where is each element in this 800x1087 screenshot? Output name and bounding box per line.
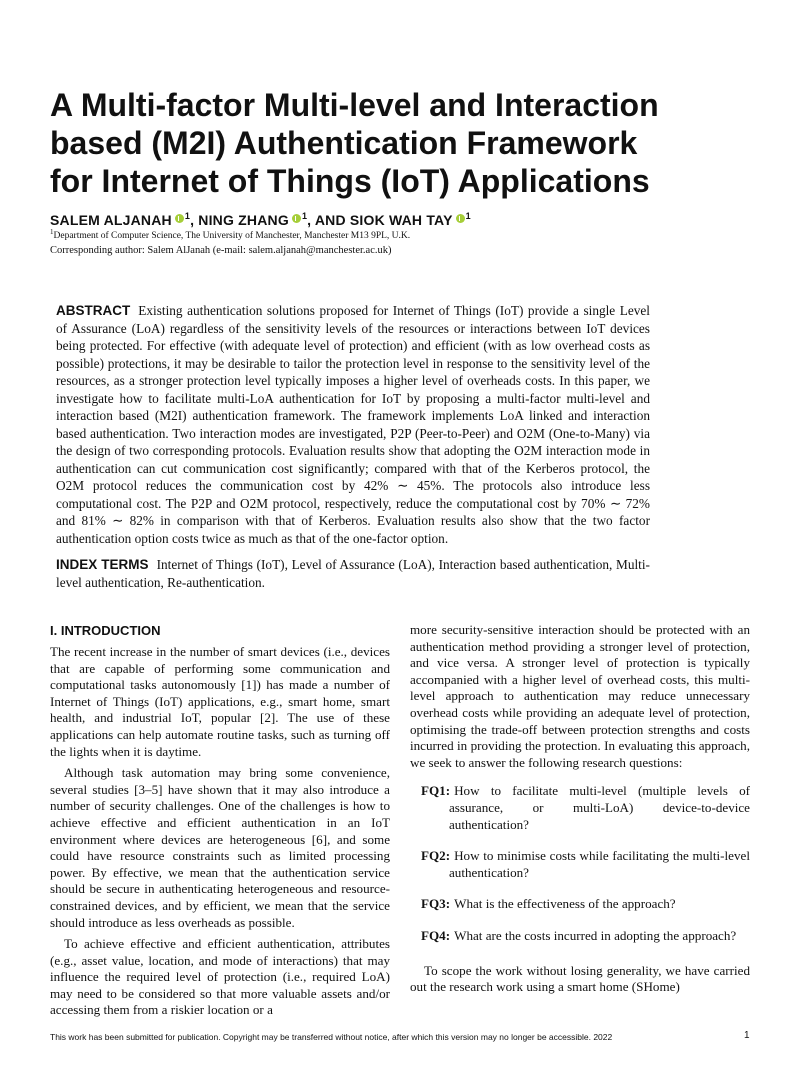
research-question [410,848,750,881]
index-terms-label: INDEX TERMS [56,557,149,572]
author-separator: , AND [307,212,350,228]
corresponding-author: Corresponding author: Salem AlJanah (e-mail: salem.aljanah@manchester.ac.uk) [50,245,392,256]
footer-notice: This work has been submitted for publication. Copyright may be transferred without notice, after which this version may no longer be accessible. 2022 [50,1032,613,1042]
research-question [410,896,750,913]
research-question-label: FQ2: [421,848,451,864]
abstract-text: Existing authentication solutions proposed for Internet of Things (IoT) provide a single Level of Assurance (LoA) regardless of the sensitivity levels of the resources or interactions between IoT devices being protected. For effective (with adequate level of protection) and efficient (with as low overhead costs as possible) protections, it may be desirable to tailor the protection level in response to the sensitivity level of the resources, as a stronger protection level typically imposes a higher level of overheads costs. In this paper, we investigate how to facilitate multi-LoA authentication for IoT by proposing a multi-factor multi-level and interaction based (M2I) authentication framework. The framework implements LoA linked and interaction based authentication. Two interaction modes are investigated, P2P (Peer-to-Peer) and O2M (One-to-Many) via the design of two corresponding protocols. Evaluation results show that adopting the O2M interaction mode in authentication can cut communication cost significantly; compared with that of the Kerberos protocol, the O2M protocol reduces the communication cost by 42% ∼ 45%. The protocols also introduce less computational cost. The P2P and O2M protocol, respectively, reduce the computational cost by 70% ∼ 72% and 81% ∼ 82% in comparison with that of Kerberos. Evaluation results also show that the two factor authentication option costs twice as much as that of the one-factor option. [56,303,650,546]
orcid-icon[interactable] [175,214,184,223]
research-question-label: FQ1: [421,783,451,799]
left-column [50,622,390,1024]
affiliation [50,228,750,241]
page-number: 1 [744,1030,750,1041]
paper-title [50,86,690,200]
paragraph: Although task automation may bring some convenience, several studies [3–5] have shown that it may also introduce a number of security challenges. One of the challenges is how to achieve effective and efficient authentication in an IoT environment where devices are heterogeneous [6], and some could have resource constraints such as limited processing power. By effective, we mean that the authentication service should be secure in authenticating heterogeneous and resource-constrained devices, and by efficient, we mean that the service should introduce as less overheads as possible. [50,765,390,930]
affiliation-mark: 1 [184,211,191,221]
author-list [50,211,750,228]
paragraph: To scope the work without losing generality, we have carried out the research work using a smart home (SHome) [410,962,750,995]
research-question-text: What is the effectiveness of the approach? [454,896,676,912]
author-separator: , [190,212,199,228]
author-name: SIOK WAH TAY [349,212,453,228]
title-line: for Internet of Things (IoT) Applications [50,163,650,199]
title-line: A Multi-factor Multi-level and Interaction [50,87,659,123]
title-line: based (M2I) Authentication Framework [50,125,638,161]
author-name: NING ZHANG [198,212,289,228]
affiliation-mark: 1 [50,228,54,236]
index-terms-text: Internet of Things (IoT), Level of Assurance (LoA), Interaction based authentication, Multi-level authentication, Re-authentication. [56,557,650,590]
research-question-text: How to minimise costs while facilitating the multi-level authentication? [449,848,750,880]
paragraph: more security-sensitive interaction should be protected with an authentication method providing a stronger level of protection, and vice versa. A stronger level of protection is typically accompanied with a higher level of overhead costs, this multi-level approach to authentication may reduce unnecessary overhead costs while providing an adequate level of protection, optimising the trade-off between protection strengths and costs incurred in providing the protection. In evaluating this approach, we seek to answer the following research questions: [410,622,750,770]
research-question-label: FQ3: [421,896,451,912]
research-question [410,783,750,833]
affiliation-text: Department of Computer Science, The University of Manchester, Manchester M13 9PL, U.K. [53,231,411,241]
research-question-text: How to facilitate multi-level (multiple levels of assurance, or multi-LoA) device-to-device authentication? [449,783,750,832]
author-name: SALEM ALJANAH [50,212,172,228]
research-question-text: What are the costs incurred in adopting the approach? [454,927,737,943]
orcid-icon[interactable] [292,214,301,223]
index-terms [56,556,650,591]
affiliation-mark: 1 [465,211,471,221]
abstract [56,302,650,547]
section-heading: I. INTRODUCTION [50,623,161,638]
paragraph: To achieve effective and efficient authentication, attributes (e.g., asset value, location, and mode of interactions) that may influence the required level of protection (i.e., required LoA) may need to be considered so that more valuable assets and/or accessing them from a riskier location or a [50,936,390,1018]
right-column [410,622,750,1001]
research-question-label: FQ4: [421,927,451,943]
affiliation-mark: 1 [301,211,308,221]
research-question [410,928,750,945]
paragraph: The recent increase in the number of smart devices (i.e., devices that are capable of performing some communication and computational tasks autonomously [1]) has made a number of Internet of Things (IoT) applications, e.g., smart home, smart health, and industrial IoT, popular [2]. The use of these applications can help automate routine tasks, such as turning off the lights when it is daytime. [50,644,390,759]
abstract-label: ABSTRACT [56,303,131,318]
orcid-icon[interactable] [456,214,465,223]
research-question-list [410,783,750,944]
